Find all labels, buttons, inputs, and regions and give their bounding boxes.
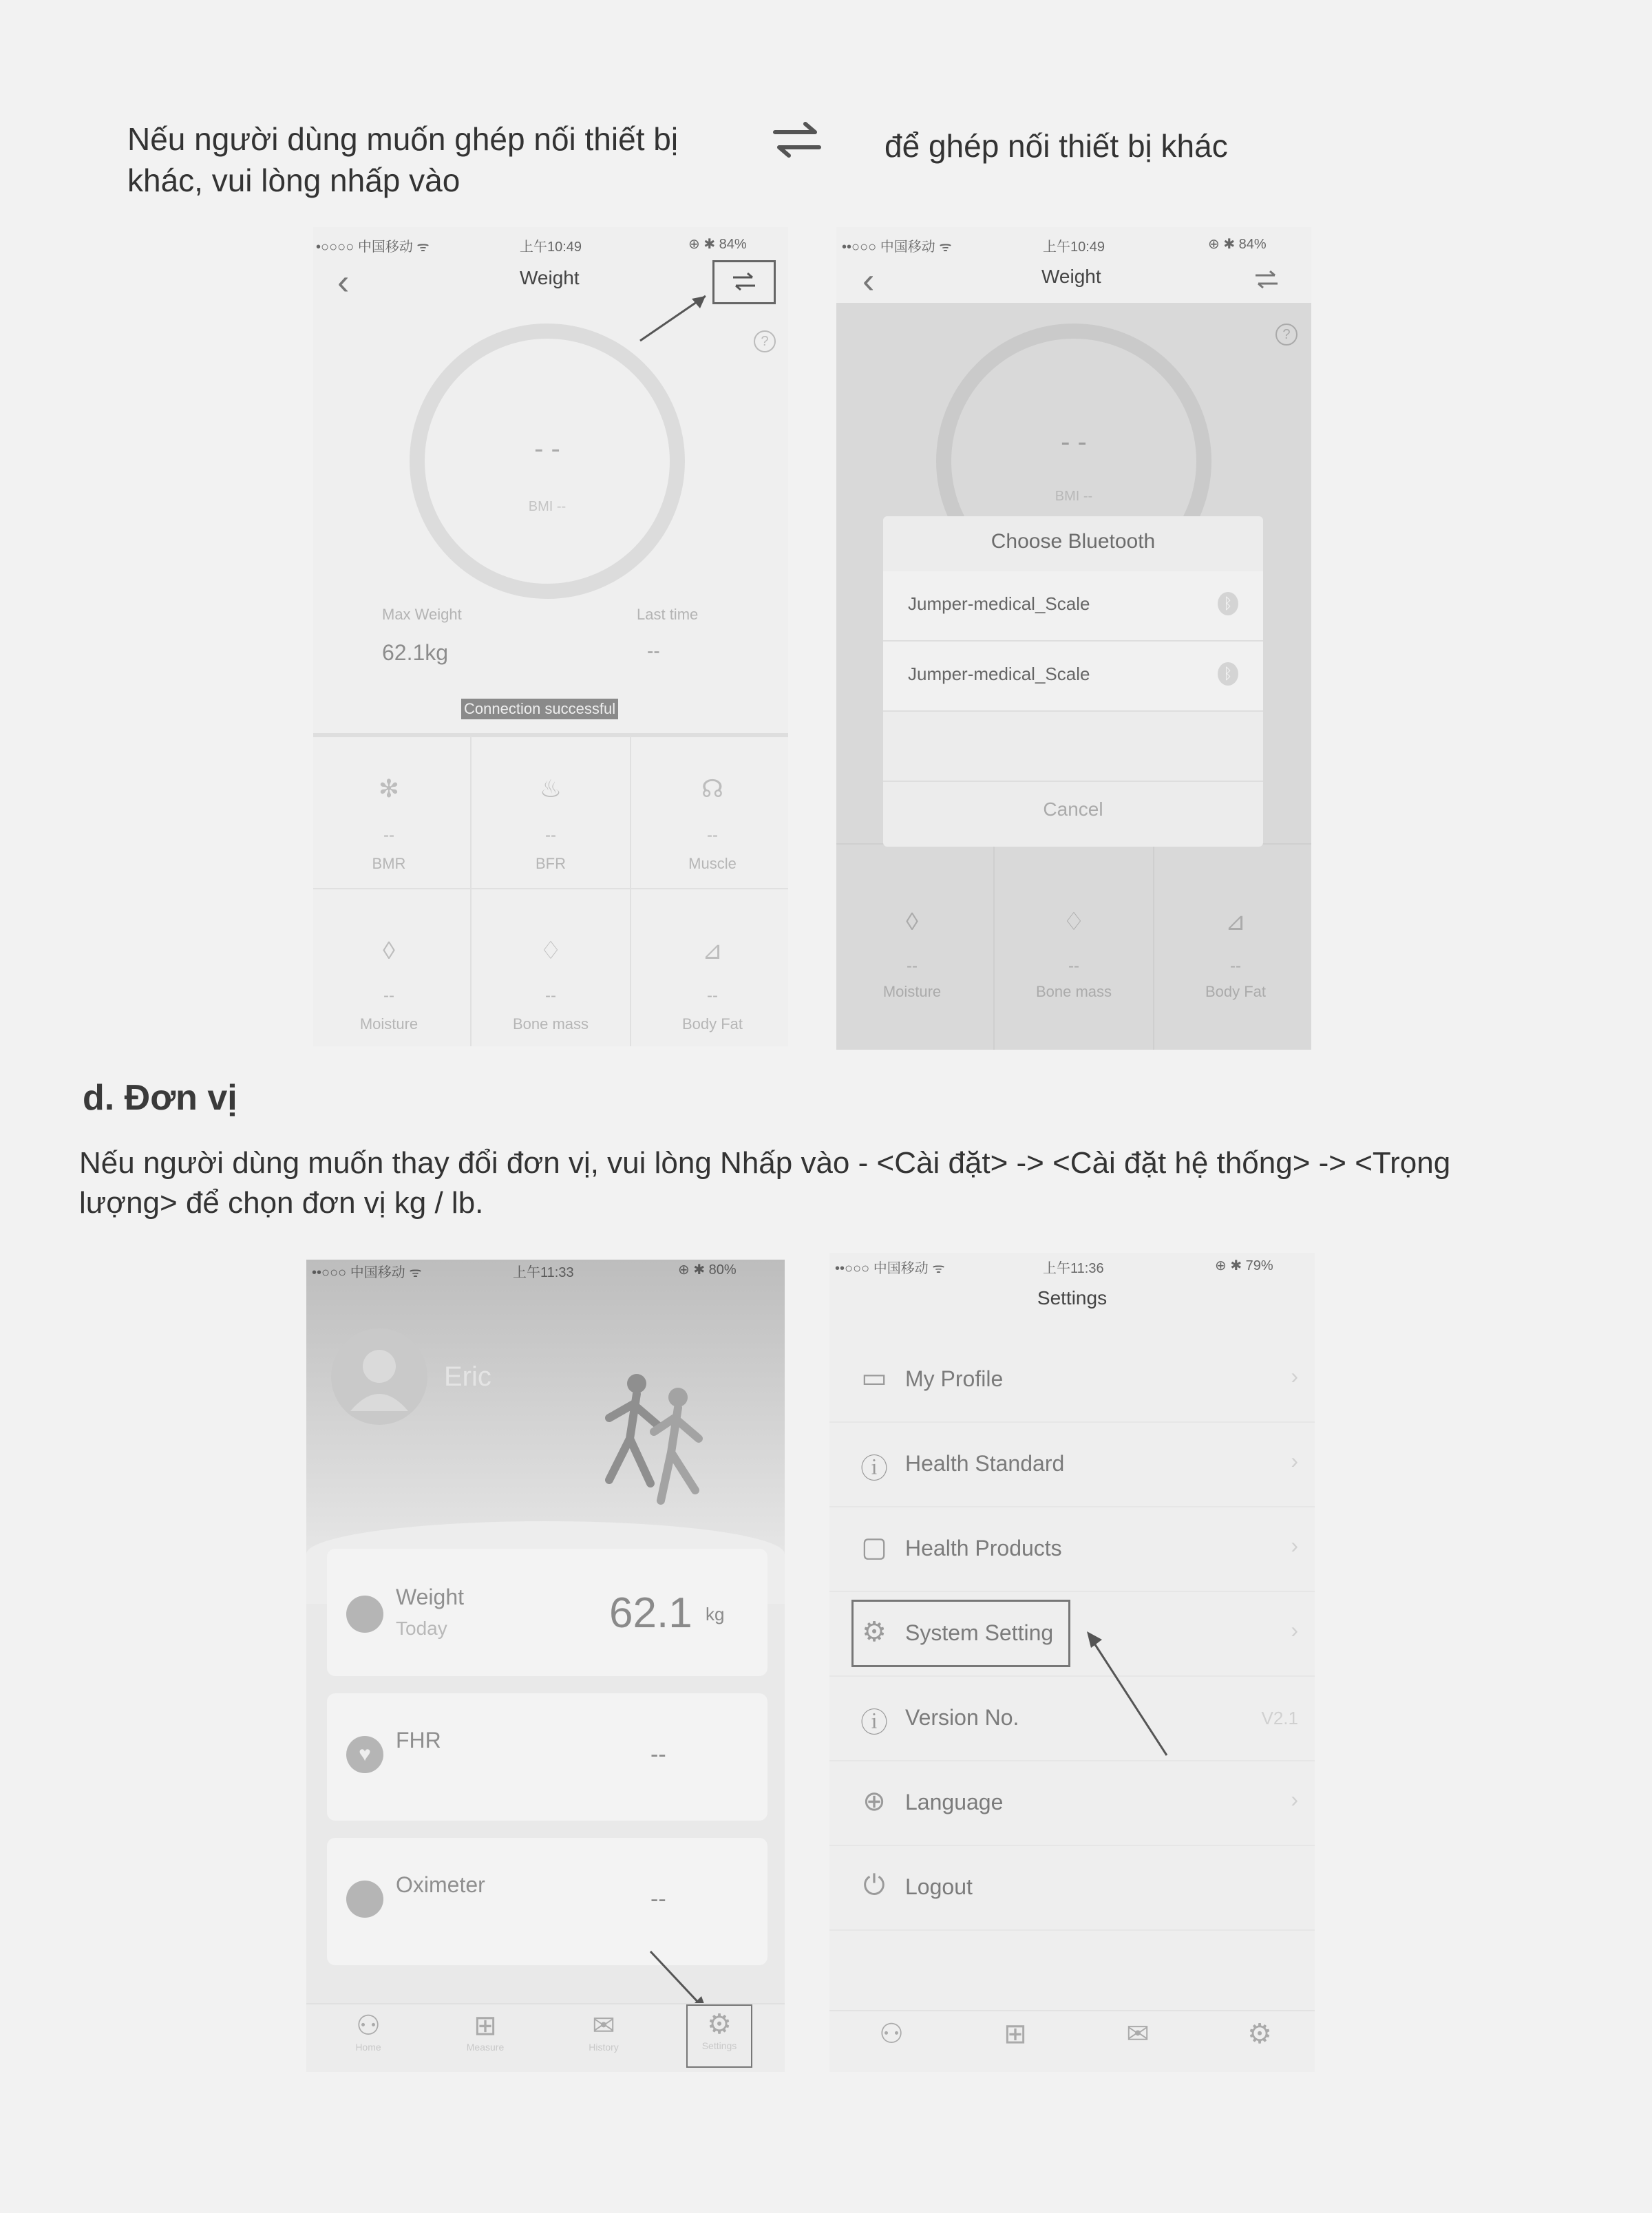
battery-status: ⊕ ✱ 84% <box>688 237 747 252</box>
dialog-title: Choose Bluetooth <box>991 530 1156 553</box>
oximeter-icon <box>346 1881 383 1918</box>
battery-status: ⊕ ✱ 84% <box>1208 237 1267 252</box>
muscle-label: Muscle <box>688 855 737 872</box>
pointer-arrow <box>1077 1624 1187 1762</box>
help-icon[interactable]: ? <box>1275 324 1298 346</box>
chevron-right-icon: › <box>1291 1448 1298 1473</box>
switch-device-button[interactable] <box>712 260 776 304</box>
bluetooth-icon: ᛒ <box>1218 662 1238 686</box>
body-fat-value: -- <box>1230 957 1241 975</box>
moisture-value: -- <box>907 957 918 975</box>
droplet-icon: ◊ <box>383 936 395 964</box>
version-value: V2.1 <box>1261 1708 1298 1728</box>
screen-title: Weight <box>520 267 580 288</box>
scale-icon <box>346 1596 383 1633</box>
tab-settings[interactable] <box>686 2004 752 2068</box>
tab-label: Measure <box>466 2042 505 2053</box>
divider <box>1153 843 1154 1050</box>
device-item[interactable] <box>883 642 1263 712</box>
id-card-icon: ▭ <box>861 1363 887 1393</box>
moisture-value: -- <box>383 986 394 1005</box>
settings-label: Health Standard <box>905 1451 1065 1476</box>
back-icon[interactable]: ‹ <box>337 262 350 302</box>
gear-icon: ⚙ <box>862 1617 887 1647</box>
settings-label: Logout <box>905 1874 973 1899</box>
settings-label: Version No. <box>905 1705 1019 1730</box>
bmr-value: -- <box>383 826 394 845</box>
intro-after-icon: để ghép nối thiết bị khác <box>885 128 1228 164</box>
chevron-right-icon: › <box>1291 1533 1298 1558</box>
intro-line-1: Nếu người dùng muốn ghép nối thiết bị <box>127 121 679 157</box>
card-title: Weight <box>396 1585 465 1609</box>
max-weight-value: 62.1kg <box>382 640 449 665</box>
settings-health-standard[interactable] <box>829 1423 1315 1507</box>
device-name: Jumper-medical_Scale <box>908 664 1090 684</box>
card-value: -- <box>650 1741 666 1768</box>
last-time-label: Last time <box>637 606 699 623</box>
intro-line-2: khác, vui lòng nhấp vào <box>127 162 460 198</box>
tab-bar <box>306 2003 785 2072</box>
envelope-icon: ✉ <box>592 2011 615 2041</box>
settings-logout[interactable] <box>829 1847 1315 1931</box>
chevron-right-icon: › <box>1291 1364 1298 1388</box>
bfr-value: -- <box>545 826 556 845</box>
bone-mass-value: -- <box>1068 957 1079 975</box>
body-fat-value: -- <box>707 986 718 1005</box>
bone-mass-value: -- <box>545 986 556 1005</box>
bone-icon: ♢ <box>1062 907 1086 935</box>
body-fat-icon: ⊿ <box>1225 907 1247 935</box>
section-line-2: lượng> để chọn đơn vị kg / lb. <box>79 1186 484 1220</box>
settings-my-profile[interactable] <box>829 1339 1315 1423</box>
body-fat-label: Body Fat <box>1205 983 1267 1000</box>
gear-icon: ⚙ <box>707 2009 732 2040</box>
card-value: 62.1 <box>609 1589 692 1637</box>
section-heading: d. Đơn vị <box>83 1078 237 1118</box>
runners-illustration <box>568 1363 726 1542</box>
tab-home[interactable] <box>334 2010 403 2053</box>
settings-system-setting[interactable] <box>829 1593 1315 1677</box>
weight-card[interactable] <box>327 1549 767 1676</box>
card-unit: kg <box>706 1604 725 1624</box>
cancel-button[interactable]: Cancel <box>1043 798 1103 820</box>
settings-version[interactable] <box>829 1677 1315 1761</box>
clock-status: 上午10:49 <box>1043 240 1105 255</box>
bmi-value: BMI -- <box>1055 489 1093 504</box>
settings-label: System Setting <box>905 1620 1054 1645</box>
chevron-right-icon: › <box>1291 1618 1298 1642</box>
divider <box>993 843 995 1050</box>
envelope-icon[interactable]: ✉ <box>1126 2019 1150 2049</box>
user-icon: ⚇ <box>356 2011 381 2041</box>
carrier-status: ••○○○ 中国移动 ᯤ <box>842 240 952 255</box>
clock-status: 上午11:36 <box>1043 1261 1104 1276</box>
info-icon: ⓘ <box>860 1708 888 1738</box>
battery-status: ⊕ ✱ 80% <box>678 1262 737 1278</box>
bmr-label: BMR <box>372 855 406 872</box>
bone-icon: ♢ <box>539 936 562 964</box>
user-icon[interactable]: ⚇ <box>879 2019 904 2049</box>
window-icon: ▢ <box>861 1532 887 1563</box>
bone-mass-label: Bone mass <box>512 1015 589 1033</box>
settings-label: Language <box>905 1790 1004 1814</box>
carrier-status: ••○○○ 中国移动 ᯤ <box>835 1261 945 1276</box>
phone-home-screen <box>306 1260 785 2072</box>
user-icon <box>331 1328 427 1425</box>
divider <box>470 737 472 1046</box>
user-name: Eric <box>444 1362 491 1392</box>
tab-bar <box>829 2010 1315 2072</box>
device-item[interactable] <box>883 571 1263 642</box>
heart-icon: ♥ <box>346 1736 383 1773</box>
choose-bluetooth-dialog <box>883 516 1263 847</box>
max-weight-label: Max Weight <box>382 606 462 623</box>
phone-settings-screen <box>829 1253 1315 2072</box>
card-title: Oximeter <box>396 1872 485 1897</box>
muscle-icon: ☊ <box>701 774 723 803</box>
chevron-right-icon: › <box>1291 1787 1298 1812</box>
phone-choose-bluetooth-screen <box>836 227 1311 1050</box>
settings-label: My Profile <box>905 1366 1004 1391</box>
swap-arrows-icon <box>770 116 825 164</box>
clock-status: 上午10:49 <box>520 240 582 255</box>
power-icon: ⏻ <box>863 1870 885 1900</box>
tab-label: History <box>589 2042 619 2053</box>
screen-title: Settings <box>1037 1287 1108 1309</box>
settings-language[interactable] <box>829 1762 1315 1846</box>
divider <box>313 733 788 737</box>
weight-value: - - <box>1061 427 1087 457</box>
medkit-icon: ⊞ <box>474 2011 497 2041</box>
battery-status: ⊕ ✱ 79% <box>1215 1258 1273 1273</box>
fhr-card[interactable] <box>327 1693 767 1821</box>
switch-device-button[interactable] <box>1253 267 1280 295</box>
flower-icon: ✻ <box>378 774 400 803</box>
droplet-icon: ◊ <box>906 907 918 935</box>
card-title: FHR <box>396 1728 441 1753</box>
help-icon[interactable]: ? <box>754 330 776 352</box>
swap-arrows-icon <box>1253 267 1280 292</box>
swap-arrows-icon <box>730 269 758 294</box>
avatar[interactable] <box>331 1328 427 1425</box>
bluetooth-icon: ᛒ <box>1218 592 1238 615</box>
bmi-value: BMI -- <box>528 499 566 514</box>
body-fat-icon: ⊿ <box>701 936 723 964</box>
section-line-1: Nếu người dùng muốn thay đổi đơn vị, vui lòng Nhấp vào - <Cài đặt> -> <Cài đặt hệ thống> -> <Trọng <box>79 1146 1451 1180</box>
back-icon[interactable]: ‹ <box>862 261 875 301</box>
moisture-label: Moisture <box>359 1015 419 1033</box>
last-time-value: -- <box>647 640 660 661</box>
globe-icon: ⊕ <box>862 1786 886 1817</box>
tab-label: Settings <box>701 2040 737 2051</box>
tab-measure[interactable] <box>451 2010 520 2053</box>
divider <box>313 888 788 889</box>
divider <box>630 737 631 1046</box>
carrier-status: ••○○○ 中国移动 ᯤ <box>312 1265 422 1280</box>
moisture-label: Moisture <box>882 983 942 1000</box>
screen-title: Weight <box>1041 266 1101 287</box>
empty-row <box>883 712 1263 782</box>
weight-value: - - <box>534 434 560 464</box>
clock-status: 上午11:33 <box>513 1265 574 1280</box>
body-fat-label: Body Fat <box>681 1015 743 1033</box>
muscle-value: -- <box>707 826 718 845</box>
question-icon: ⓘ <box>860 1454 888 1484</box>
tab-label: Home <box>355 2042 381 2053</box>
card-subtitle: Today <box>396 1618 447 1639</box>
card-value: -- <box>650 1886 666 1912</box>
pointer-arrow <box>637 282 719 344</box>
device-name: Jumper-medical_Scale <box>908 593 1090 614</box>
tab-history[interactable] <box>569 2010 638 2053</box>
settings-label: Health Products <box>905 1536 1062 1560</box>
bfr-label: BFR <box>536 855 566 872</box>
carrier-status: •○○○○ 中国移动 ᯤ <box>316 240 430 255</box>
phone-weight-screen <box>313 227 788 1046</box>
gear-icon[interactable]: ⚙ <box>1247 2019 1272 2049</box>
bone-mass-label: Bone mass <box>1035 983 1112 1000</box>
settings-health-products[interactable] <box>829 1508 1315 1592</box>
connection-toast: Connection successful <box>461 699 618 719</box>
flame-icon: ♨ <box>539 774 562 803</box>
oximeter-card[interactable] <box>327 1838 767 1965</box>
medkit-icon[interactable]: ⊞ <box>1004 2019 1027 2049</box>
